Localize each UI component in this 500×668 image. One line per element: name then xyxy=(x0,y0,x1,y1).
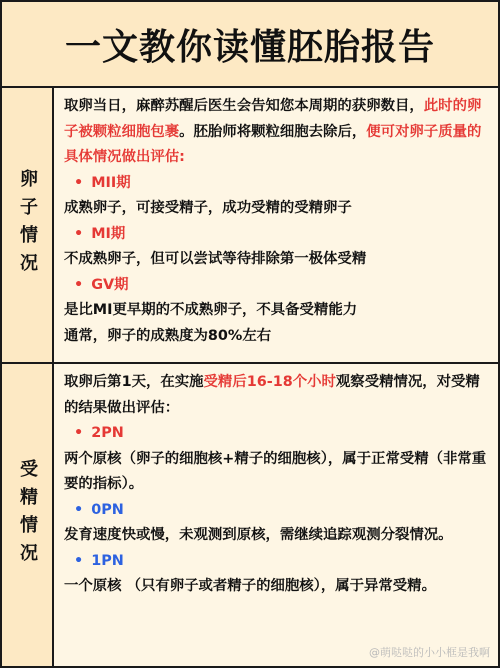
bullet-dot-icon: • xyxy=(74,225,84,242)
egg-term-mii: MII期 xyxy=(91,174,131,191)
fertilization-section-label: 受精情况 xyxy=(17,459,38,571)
egg-section xyxy=(2,88,498,364)
egg-item-desc: 不成熟卵子，但可以尝试等待排除第一极体受精 xyxy=(64,251,367,267)
bullet-dot-icon: • xyxy=(74,276,84,293)
fert-item-term xyxy=(64,421,488,447)
fert-item-term xyxy=(64,498,488,524)
fert-term-1pn: 1PN xyxy=(91,552,124,569)
fert-intro-text-a: 取卵后第1天，在实施 xyxy=(64,374,204,390)
egg-section-label: 卵子情况 xyxy=(17,169,38,281)
egg-section-body xyxy=(54,88,498,362)
egg-intro-text-a: 取卵当日，麻醉苏醒后医生会告知您本周期的获卵数目， xyxy=(64,98,424,114)
egg-item-desc: 成熟卵子，可接受精子，成功受精的受精卵子 xyxy=(64,200,352,216)
egg-intro-highlight-1: 此时的卵子被颗粒细胞包裹 xyxy=(64,98,482,140)
egg-intro-highlight-2: 便可对卵子质量的具体情况做出评估: xyxy=(64,123,482,165)
egg-intro-text-b: 。胚胎师将颗粒细胞去除后， xyxy=(179,123,367,140)
bullet-dot-icon: • xyxy=(74,552,84,569)
egg-term-gv: GV期 xyxy=(91,276,129,293)
fertilization-section-body xyxy=(54,364,498,666)
egg-item-desc: 是比MI更早期的不成熟卵子，不具备受精能力 xyxy=(64,302,358,318)
egg-item-term xyxy=(64,273,488,299)
fertilization-section-side xyxy=(2,364,54,666)
fertilization-section xyxy=(2,364,498,666)
egg-footer: 通常，卵子的成熟度为80%左右 xyxy=(64,327,272,344)
bullet-dot-icon: • xyxy=(74,425,84,441)
bullet-dot-icon: • xyxy=(74,174,84,191)
fert-item-term xyxy=(64,549,488,575)
fert-intro-text-b: 观察受精情况，对受精的结果做出评估： xyxy=(64,374,480,416)
egg-item-term xyxy=(64,171,488,197)
egg-item-term xyxy=(64,222,488,248)
egg-section-side xyxy=(2,88,54,362)
page-title: 一文教你读懂胚胎报告 xyxy=(2,2,498,88)
fert-item-desc: 一个原核 （只有卵子或者精子的细胞核），属于异常受精。 xyxy=(64,578,436,594)
egg-term-mi: MI期 xyxy=(91,225,126,242)
bullet-dot-icon: • xyxy=(74,501,84,518)
fert-term-0pn: 0PN xyxy=(91,501,124,518)
fert-intro-highlight: 受精后16-18个小时 xyxy=(203,374,336,390)
fert-item-desc: 两个原核（卵子的细胞核+精子的细胞核），属于正常受精（非常重要的指标）。 xyxy=(64,450,487,492)
watermark: @萌哒哒的小小框是我啊 xyxy=(369,646,490,659)
fert-term-2pn: 2PN xyxy=(91,425,124,441)
fertilization-intro xyxy=(64,370,488,421)
fert-item-desc: 发育速度快或慢，未观测到原核，需继续追踪观测分裂情况。 xyxy=(64,527,453,543)
egg-intro xyxy=(64,94,488,171)
